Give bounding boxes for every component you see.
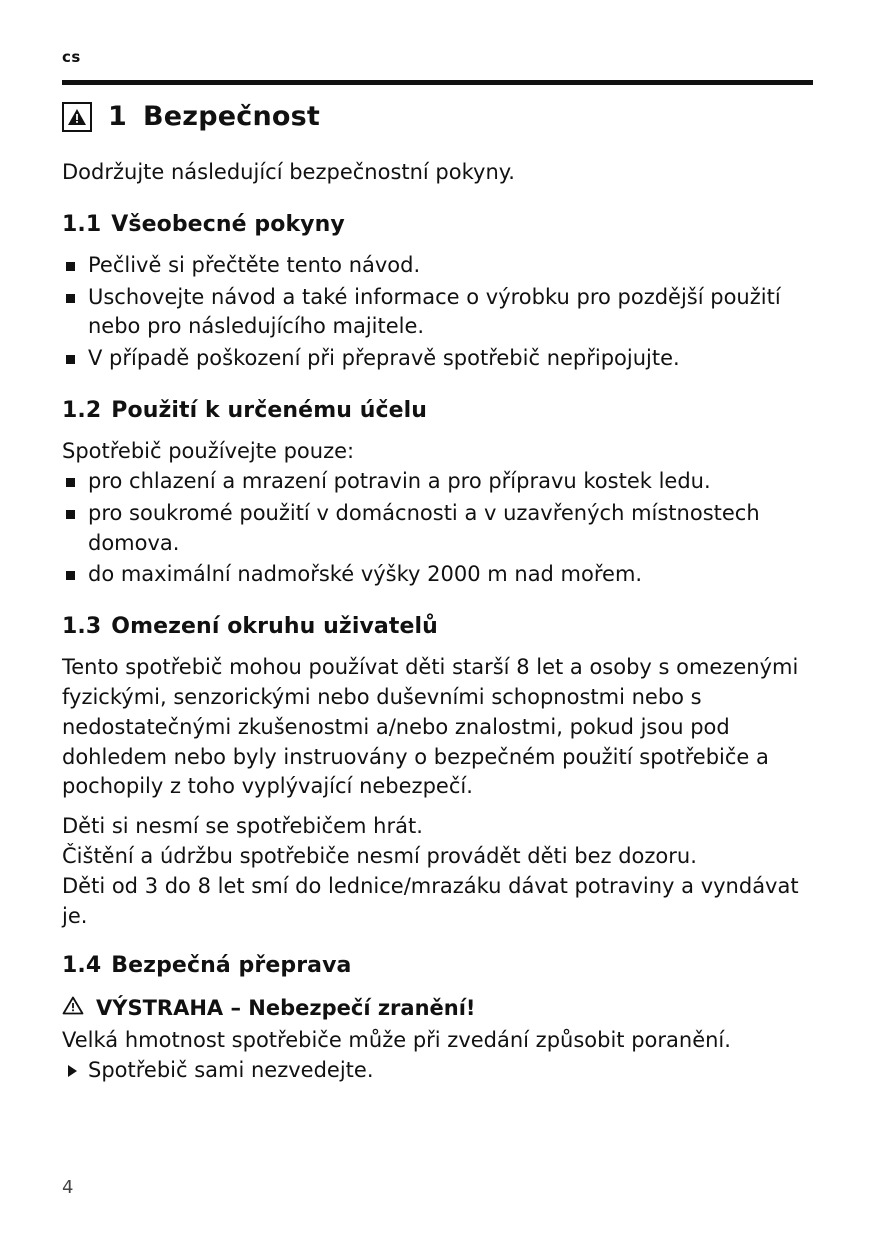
section-title: Bezpečná přeprava — [111, 953, 352, 979]
warning-triangle-icon — [62, 996, 84, 1020]
section-title: Omezení okruhu uživatelů — [111, 614, 438, 640]
chapter-title: Bezpečnost — [143, 101, 320, 132]
section-number: 1.1 — [62, 211, 102, 237]
list-item: Pečlivě si přečtěte tento návod. — [62, 251, 812, 281]
list-item: V případě poškození při přepravě spotřebič nepřipojujte. — [62, 344, 812, 374]
section-number: 1.4 — [62, 953, 102, 979]
list-item: Spotřebič sami nezvedejte. — [62, 1056, 812, 1086]
warning-label: VÝSTRAHA – Nebezpečí zranění! — [96, 996, 476, 1021]
section-heading-1-2 — [62, 398, 812, 423]
warning-callout-heading — [62, 996, 812, 1020]
section-heading-1-3 — [62, 614, 812, 639]
section-1-3-paragraph: Děti si nesmí se spotřebičem hrát. — [62, 814, 423, 839]
section-title: Všeobecné pokyny — [111, 211, 345, 237]
section-1-3-paragraph: Děti od 3 do 8 let smí do lednice/mrazáku dávat potraviny a vyndávat je. — [62, 873, 799, 928]
list-item: do maximální nadmořské výšky 2000 m nad mořem. — [62, 560, 812, 590]
section-title: Použití k určenému účelu — [111, 398, 428, 424]
warning-actions — [62, 1056, 812, 1086]
header-rule — [62, 80, 813, 85]
section-heading-1-4 — [62, 953, 812, 978]
chapter-intro: Dodržujte následující bezpečnostní pokyny. — [62, 160, 515, 184]
section-number: 1.3 — [62, 614, 102, 640]
section-number: 1.2 — [62, 398, 102, 424]
section-1-3-paragraph: Čištění a údržbu spotřebiče nesmí provádět děti bez dozoru. — [62, 844, 697, 868]
language-marker: cs — [62, 48, 81, 66]
chapter-heading — [62, 101, 812, 132]
list-item: pro chlazení a mrazení potravin a pro přípravu kostek ledu. — [62, 467, 812, 497]
list-item: pro soukromé použití v domácnosti a v uzavřených místnostech domova. — [62, 499, 812, 559]
warning-triangle-icon — [62, 102, 92, 132]
page-number: 4 — [62, 1177, 74, 1198]
chapter-number: 1 — [108, 101, 127, 132]
section-1-3-paragraph: Tento spotřebič mohou používat děti starší 8 let a osoby s omezenými fyzickými, senzorickými nebo duševními schopnostmi nebo s nedostatečnými zkušenostmi a/nebo znalostmi, pokud jsou pod dohledem nebo byly instruovány o bezpečném použití spotřebiče a pochopily z toho vyplývající nebezpečí. — [62, 655, 799, 799]
section-1-2-bullets — [62, 467, 812, 590]
section-1-1-bullets — [62, 251, 812, 374]
list-item: Uschovejte návod a také informace o výrobku pro pozdější použití nebo pro následujícího majitele. — [62, 283, 812, 343]
section-1-2-lead: Spotřebič používejte pouze: — [62, 439, 355, 464]
warning-text: Velká hmotnost spotřebiče může při zvedání způsobit poranění. — [62, 1028, 731, 1053]
section-heading-1-1 — [62, 212, 812, 237]
